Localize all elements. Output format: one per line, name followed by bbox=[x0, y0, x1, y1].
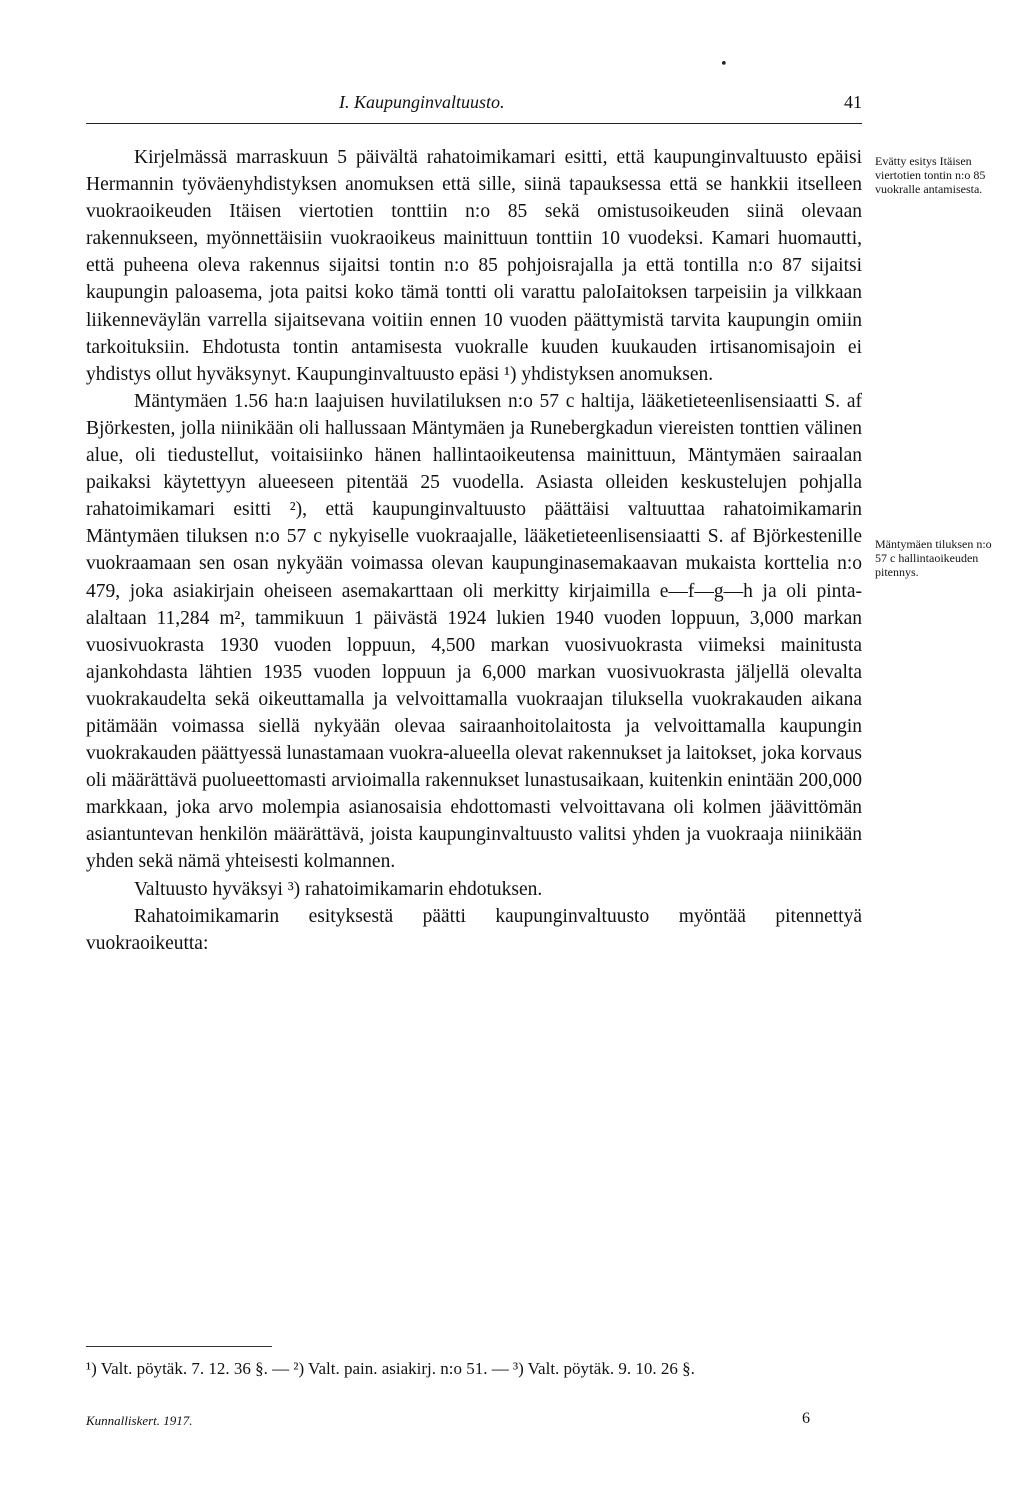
footnotes: ¹) Valt. pöytäk. 7. 12. 36 §. — ²) Valt. pain. asiakirj. n:o 51. — ³) Valt. pöytäk. 9. 10. 26 §. bbox=[86, 1359, 695, 1378]
margin-note-1: Evätty esitys Itäisen viertotien tontin n:o 85 vuokralle antamisesta. bbox=[875, 154, 986, 196]
paragraph-4: Rahatoimikamarin esityksestä päätti kaupunginvaltuusto myöntää pitennettyä vuokraoikeutta: bbox=[86, 905, 862, 954]
signature-number: 6 bbox=[802, 1410, 810, 1427]
footnote-rule bbox=[86, 1346, 272, 1347]
page-mark: • bbox=[720, 57, 728, 72]
publication-footer: Kunnalliskert. 1917. bbox=[86, 1413, 193, 1428]
header-title: I. Kaupunginvaltuusto. bbox=[339, 92, 505, 112]
paragraph-2: Mäntymäen 1.56 ha:n laajuisen huvilatiluksen n:o 57 c haltija, lääketieteenlisensiaatti S. af Björkesten, jolla niinikään oli hallussaan Mäntymäen ja Runebergkadun viereisten tonttien välinen alue, oli tiedustellut, voitaisiinko hänen hallintaoikeutensa mainittuun, Mäntymäen sairaalan paikaksi käytettyyn alueeseen pitentää 25 vuodella. Asiasta olleiden keskustelujen pohjalla rahatoimikamari esitti ²), että kaupunginvaltuusto päättäisi valtuuttaa rahatoimikamarin Mäntymäen tiluksen n:o 57 c nykyiselle vuokraajalle, lääketieteenlisensiaatti S. af Björkestenille vuokraamaan sen osan nykyään voimassa olevan kaupunginasemakaavan mukaista korttelia n:o 479, joka asiakirjain oheiseen asemakarttaan oli merkitty kirjaimilla e—f—g—h ja oli pinta-alaltaan 11,284 m², tammikuun 1 päivästä 1924 lukien 1940 vuoden loppuun, 3,000 markan vuosivuokrasta 1930 vuoden loppuun, 4,500 markan vuosivuokrasta viimeksi mainitusta ajankohdasta lähtien 1935 vuoden loppuun ja 6,000 markan vuosivuokrasta jäljellä olevalta vuokrakaudelta sekä oikeuttamalla ja velvoittamalla vuokraajan tiluksella vuokrakauden aikana pitämään voimassa siellä nykyään olevaa sairaanhoitolaitosta ja velvoittamalla kaupungin vuokrakauden päättyessä lunastamaan vuokra-alueella olevat rakennukset ja laitokset, joka korvaus oli määrättävä puolueettomasti arvioimalla rakennukset lunastusaikaan, kuitenkin enintään 200,000 markkaan, joka arvo molempia asianosaisia ehdottomasti velvoittavana oli kolmen jäävittömän asiantuntevan henkilön määrättävä, joista kaupunginvaltuusto valitsi yhden ja vuokraaja niinikään yhden sekä nämä yhteisesti kolmannen. bbox=[86, 390, 862, 873]
paragraph-1: Kirjelmässä marraskuun 5 päivältä rahatoimikamari esitti, että kaupunginvaltuusto epäisi Hermannin työväenyhdistyksen anomuksen että sille, siinä tapauksessa että se hankkii itselleen vuokraoikeuden Itäisen viertotien tonttiin n:o 85 sekä omistusoikeuden siinä olevaan rakennukseen, myönnettäisiin vuokraoikeus mainittuun tonttiin 10 vuodeksi. Kamari huomautti, että puheena oleva rakennus sijaitsi tontin n:o 85 pohjoisrajalla ja että tontilla n:o 87 sijaitsi kaupungin paloasema, jota paitsi koko tämä tontti oli varattu paloIaitoksen tarpeisiin ja vilkkaan liikenneväylän varrella sijaitsevana voitiin ennen 10 vuoden päättymistä tarvita kaupungin omiin tarkoituksiin. Ehdotusta tontin antamisesta vuokralle kuuden kuukauden irtisanomisajoin ei yhdistys ollut hyväksynyt. Kaupunginvaltuusto epäsi ¹) yhdistyksen anomuksen. bbox=[86, 147, 862, 385]
main-text bbox=[86, 144, 862, 957]
margin-note-2: Mäntymäen tiluksen n:o 57 c hallintaoikeuden pitennys. bbox=[875, 537, 992, 579]
running-header bbox=[86, 90, 862, 118]
page-number: 41 bbox=[844, 92, 862, 112]
paragraph-3: Valtuusto hyväksyi ³) rahatoimikamarin ehdotuksen. bbox=[134, 878, 543, 900]
header-rule bbox=[86, 123, 862, 124]
